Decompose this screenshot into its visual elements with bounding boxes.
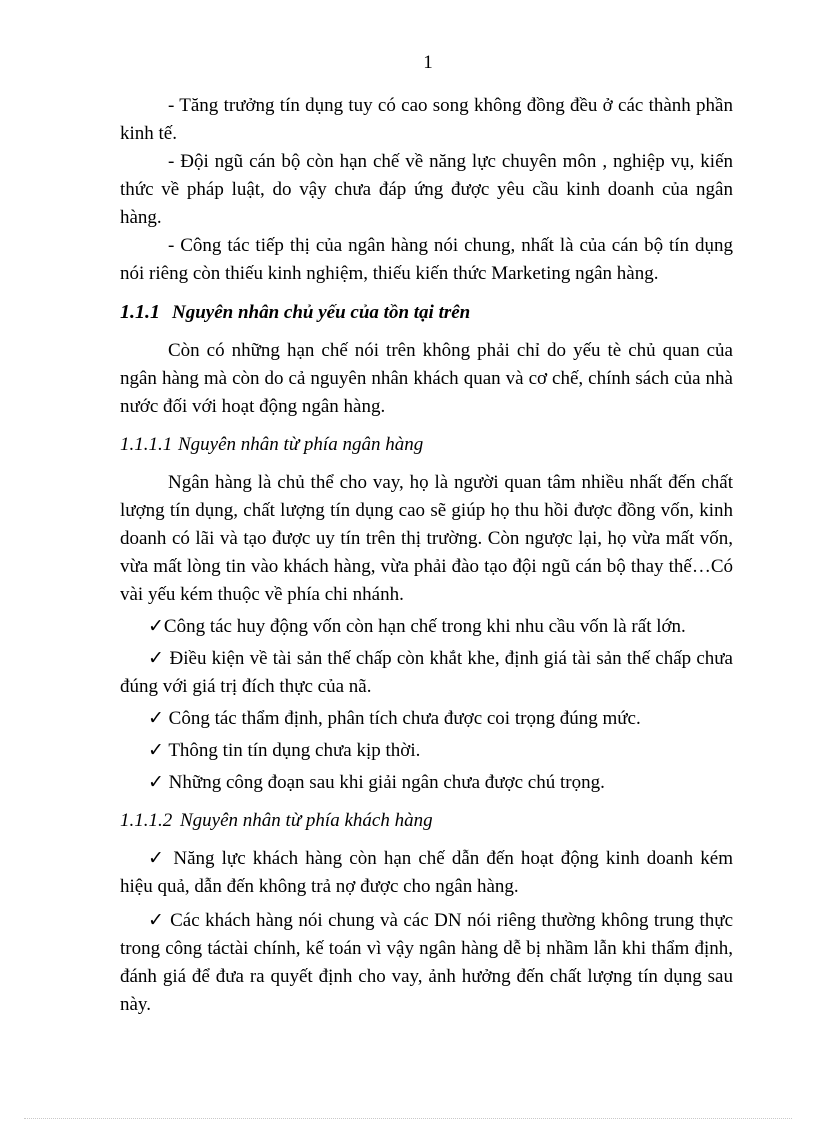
- section-heading-1-1-1-1: [120, 431, 733, 459]
- list-item-customer-honesty: ✓ Các khách hàng nói chung và các DN nói riêng thường không trung thực trong công táctài chính, kế toán vì vậy ngân hàng dễ bị nhầm lẫn khi thẩm định, đánh giá để đưa ra quyết định cho vay, ảnh hưởng đến chất lượng tín dụng sau này.: [120, 910, 733, 1015]
- section-title: Nguyên nhân từ phía ngân hàng: [178, 434, 424, 455]
- list-item-post-disbursement: ✓ Những công đoạn sau khi giải ngân chưa được chú trọng.: [148, 772, 605, 793]
- list-item-capital-mobilization: ✓Công tác huy động vốn còn hạn chế trong khi nhu cầu vốn là rất lớn.: [148, 616, 686, 637]
- paragraph-main-causes: Còn có những hạn chế nói trên không phải chỉ do yếu tè chủ quan của ngân hàng mà còn do cả nguyên nhân khách quan và cơ chế, chính sách của nhà nước đối với hoạt động ngân hàng.: [120, 340, 733, 417]
- paragraph-staff-capacity: - Đội ngũ cán bộ còn hạn chế về năng lực chuyên môn , nghiệp vụ, kiến thức về pháp luật, do vậy chưa đáp ứng được yêu cầu kinh doanh của ngân hàng.: [120, 151, 733, 228]
- paragraph-bank-causes: Ngân hàng là chủ thể cho vay, họ là người quan tâm nhiều nhất đến chất lượng tín dụng, chất lượng tín dụng cao sẽ giúp họ thu hồi được đồng vốn, kinh doanh có lãi và tạo được uy tín trên thị trường. Còn ngược lại, họ vừa mất vốn, vừa mất lòng tin vào khách hàng, vừa phải đào tạo đội ngũ cán bộ thay thế…Có vài yếu kém thuộc về phía chi nhánh.: [120, 472, 733, 605]
- page-number: 1: [423, 52, 433, 73]
- list-item-collateral: ✓ Điều kiện về tài sản thế chấp còn khắt khe, định giá tài sản thế chấp chưa đúng với giá trị đích thực của nã.: [120, 648, 733, 697]
- list-item-credit-information: ✓ Thông tin tín dụng chưa kịp thời.: [148, 740, 421, 761]
- section-heading-1-1-1: [120, 298, 733, 327]
- paragraph-credit-growth: - Tăng trưởng tín dụng tuy có cao song không đồng đều ở các thành phần kinh tế.: [120, 95, 733, 144]
- page-bottom-rule: [24, 1118, 792, 1119]
- list-item-appraisal: ✓ Công tác thẩm định, phân tích chưa được coi trọng đúng mức.: [148, 708, 641, 729]
- section-title: Nguyên nhân chủ yếu của tồn tại trên: [172, 302, 471, 323]
- section-heading-1-1-1-2: [120, 807, 733, 835]
- section-title: Nguyên nhân từ phía khách hàng: [180, 810, 433, 831]
- section-number: 1.1.1.2: [120, 810, 173, 831]
- document-body: [120, 92, 733, 1019]
- section-number: 1.1.1.1: [120, 434, 173, 455]
- section-number: 1.1.1: [120, 301, 160, 323]
- list-item-customer-capacity: ✓ Năng lực khách hàng còn hạn chế dẫn đến hoạt động kinh doanh kém hiệu quả, dẫn đến không trả nợ được cho ngân hàng.: [120, 848, 733, 897]
- paragraph-marketing: - Công tác tiếp thị của ngân hàng nói chung, nhất là của cán bộ tín dụng nói riêng còn thiếu kinh nghiệm, thiếu kiến thức Marketing ngân hàng.: [120, 235, 733, 284]
